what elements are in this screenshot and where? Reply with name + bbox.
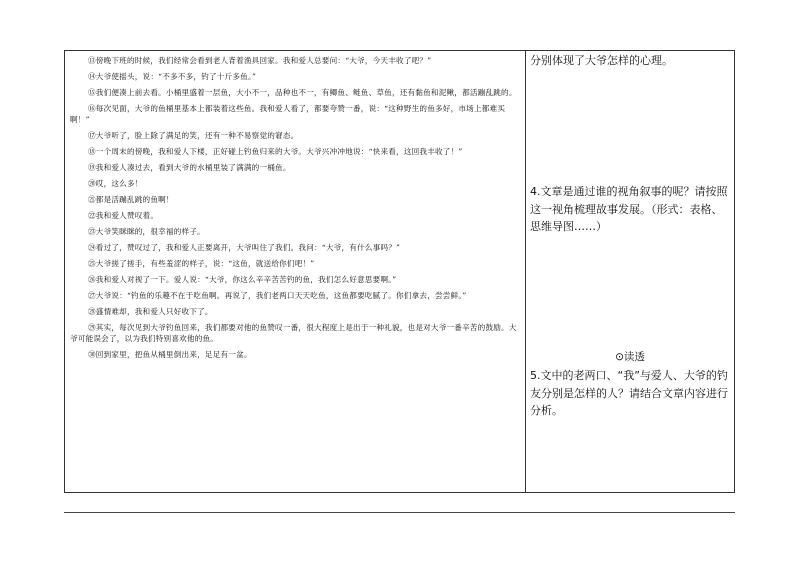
paragraph-20: ⑳哎，这么多！ [88, 179, 143, 188]
paragraph-26: ㉖我和爱人对视了一下。爱人说：“大爷，你这么辛辛苦苦钓的鱼，我们怎么好意思要啊。” [88, 275, 397, 284]
paragraph-14: ⑭大爷使摇头，说：“不多不多，钓了十斤多鱼。” [88, 72, 257, 81]
paragraph-25: ㉕大爷搓了搓手，有些羞涩的样子，说：“这鱼，就送给你们吧！” [88, 259, 315, 268]
reading-passage [70, 55, 520, 365]
paragraph-28: ㉘盛情难却，我和爱人只好收下了。 [88, 307, 213, 316]
column-divider [525, 50, 526, 493]
paragraph-13: ⑬傍晚下班的时候，我们经常会看到老人背着渔具回家。我和爱人总要问：“大爷，今天丰收了吧？” [88, 56, 432, 65]
paragraph-29: ㉙其实，每次见到大爷钓鱼回来，我们都要对他的鱼赞叹一番，很大程度上是出于一种礼貌，也是对大爷一番辛苦的鼓励。大爷可能误会了，以为我们特别喜欢他的鱼。 [70, 323, 517, 343]
paragraph-23: ㉓大爷笑眯眯的，很幸福的样子。 [88, 227, 205, 236]
paragraph-21: ㉑都是活蹦乱跳的鱼啊！ [88, 195, 174, 204]
section-heading-dutou: ⊙读透 [615, 351, 645, 363]
paragraph-22: ㉒我和爱人赞叹着。 [88, 211, 159, 220]
paragraph-19: ⑲我和爱人凑过去，看到大爷的水桶里装了满满的一桶鱼。 [88, 163, 291, 172]
paragraph-24: ㉔看过了，赞叹过了，我和爱人正要离开，大爷叫住了我们。我问：“大爷，有什么事吗？” [88, 243, 401, 252]
paragraph-17: ⑰大爷听了，脸上除了满足的笑，还有一种不易察觉的窘态。 [88, 131, 299, 140]
paragraph-15: ⑮我们便凑上前去看。小桶里盛着一层鱼，大小不一，品种也不一，有鲫鱼、鲢鱼、草鱼，还有黏鱼和泥鳅，都活蹦乱跳的。 [88, 88, 517, 97]
question-5: 5.文中的老两口、“我”与爱人、大爷的钓友分别是怎样的人？请结合文章内容进行分析。 [530, 369, 728, 417]
paragraph-27: ㉗大爷说：“钓鱼的乐趣不在于吃鱼啊。再说了，我们老两口天天吃鱼，这鱼都要吃腻了。你们拿去，尝尝鲜。” [88, 291, 467, 300]
paragraph-16: ⑯每次见面，大爷的鱼桶里基本上都装着这些鱼。我和爱人看了，都要夸赞一番，说：“这种野生的鱼多好，市场上都难买啊！” [70, 104, 506, 124]
paragraph-30: ㉚回到家里，把鱼从桶里倒出来，足足有一盆。 [88, 350, 252, 359]
paragraph-18: ⑱一个周末的傍晚，我和爱人下楼，正好碰上钓鱼归来的大爷。大爷兴冲冲地说：“快来看，这回我丰收了！” [88, 147, 463, 156]
question-1-tail: 分别体现了大爷怎样的心理。 [530, 54, 673, 67]
footer-rule [64, 512, 735, 513]
question-4: 4.文章是通过谁的视角叙事的呢？请按照这一视角梳理故事发展。（形式：表格、思维导图……） [530, 185, 728, 233]
